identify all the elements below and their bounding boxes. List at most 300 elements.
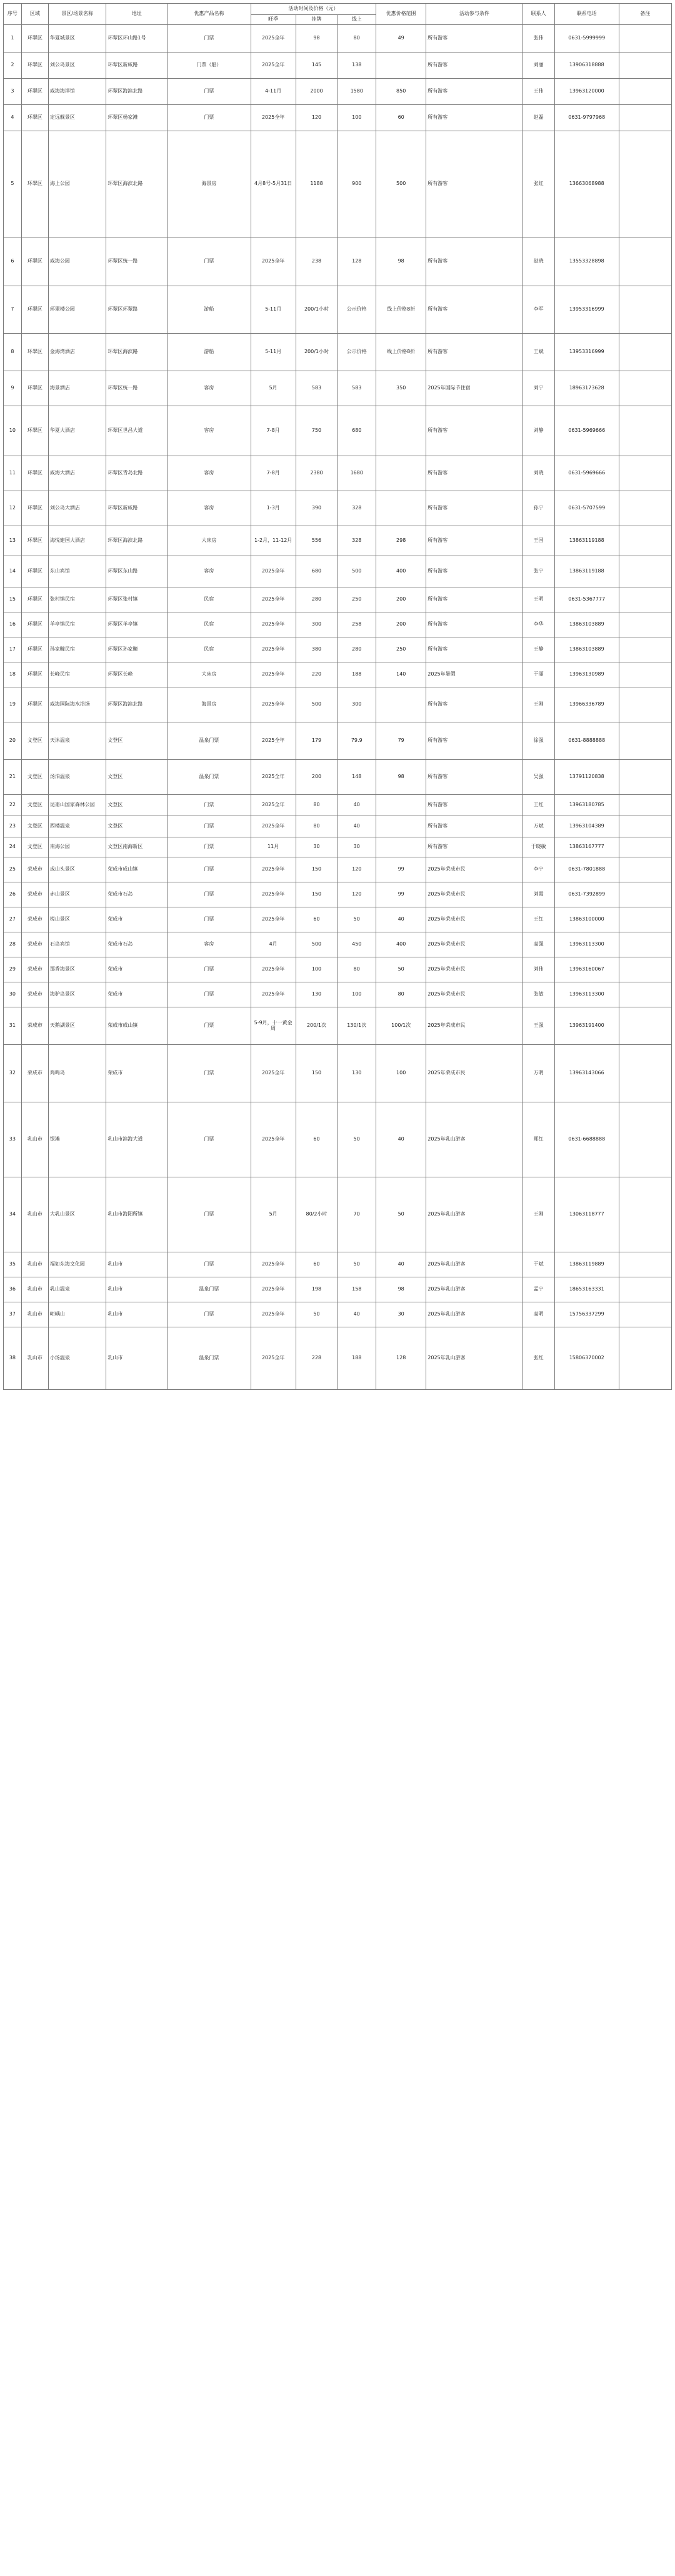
cell-discount-range: 线上价格8折 <box>376 286 426 334</box>
cell-remark <box>619 237 671 286</box>
cell-address: 荣成市 <box>106 957 168 982</box>
cell-area: 环翠区 <box>21 612 48 637</box>
cell-discount-range: 400 <box>376 932 426 957</box>
cell-area: 环翠区 <box>21 79 48 105</box>
cell-list-price: 145 <box>296 52 338 79</box>
cell-list-price: 60 <box>296 907 338 932</box>
table-row <box>4 722 672 760</box>
cell-seq: 25 <box>4 857 22 882</box>
cell-list-price: 150 <box>296 882 338 907</box>
cell-phone: 13953316999 <box>554 286 619 334</box>
table-row <box>4 760 672 795</box>
cell-contact: 赵晓 <box>522 237 554 286</box>
cell-contact: 王国 <box>522 526 554 556</box>
cell-remark <box>619 371 671 406</box>
cell-name: 东山宾馆 <box>48 556 106 587</box>
cell-online-price: 138 <box>338 52 376 79</box>
cell-area: 荣成市 <box>21 907 48 932</box>
cell-discount-range <box>376 406 426 456</box>
table-row <box>4 1102 672 1177</box>
cell-product: 客房 <box>168 491 251 526</box>
cell-product: 门票 <box>168 1007 251 1045</box>
cell-product: 客房 <box>168 456 251 491</box>
cell-name: 海上公园 <box>48 131 106 237</box>
cell-address: 环翠区海滨北路 <box>106 687 168 722</box>
cell-product: 客房 <box>168 406 251 456</box>
cell-discount-range <box>376 52 426 79</box>
cell-product: 大床房 <box>168 662 251 687</box>
header-online-price: 线上 <box>338 15 376 25</box>
cell-name: 天鹅湖景区 <box>48 1007 106 1045</box>
table-row <box>4 637 672 662</box>
cell-list-price: 380 <box>296 637 338 662</box>
table-row <box>4 406 672 456</box>
table-row <box>4 857 672 882</box>
cell-online-price: 128 <box>338 237 376 286</box>
cell-season: 5月 <box>251 1177 296 1252</box>
cell-season: 4-11月 <box>251 79 296 105</box>
cell-remark <box>619 907 671 932</box>
cell-online-price: 900 <box>338 131 376 237</box>
cell-product: 门票 <box>168 816 251 837</box>
cell-address: 环翠区新威路 <box>106 52 168 79</box>
cell-list-price: 130 <box>296 982 338 1007</box>
cell-online-price: 40 <box>338 816 376 837</box>
cell-phone: 0631-7392899 <box>554 882 619 907</box>
cell-discount-range: 98 <box>376 760 426 795</box>
cell-season: 7-8月 <box>251 456 296 491</box>
cell-area: 环翠区 <box>21 637 48 662</box>
cell-seq: 5 <box>4 131 22 237</box>
cell-phone: 0631-5969666 <box>554 456 619 491</box>
cell-remark <box>619 1177 671 1252</box>
cell-discount-range: 100/1次 <box>376 1007 426 1045</box>
cell-area: 文登区 <box>21 816 48 837</box>
cell-product: 门票 <box>168 1045 251 1102</box>
cell-seq: 1 <box>4 25 22 52</box>
cell-seq: 22 <box>4 795 22 816</box>
cell-online-price: 130 <box>338 1045 376 1102</box>
cell-contact: 刘静 <box>522 406 554 456</box>
cell-remark <box>619 1252 671 1277</box>
cell-contact: 王静 <box>522 637 554 662</box>
cell-area: 环翠区 <box>21 587 48 612</box>
cell-name: 那香海景区 <box>48 957 106 982</box>
cell-product: 游船 <box>168 334 251 371</box>
cell-remark <box>619 406 671 456</box>
cell-season: 2025全年 <box>251 105 296 131</box>
cell-address: 环翠区杨家滩 <box>106 105 168 131</box>
cell-area: 乳山市 <box>21 1327 48 1390</box>
cell-product: 门票 <box>168 907 251 932</box>
cell-discount-range <box>376 837 426 857</box>
cell-list-price: 200/1次 <box>296 1007 338 1045</box>
cell-remark <box>619 556 671 587</box>
cell-name: 刘公岛景区 <box>48 52 106 79</box>
cell-rule: 2025年乳山游客 <box>426 1177 522 1252</box>
table-row <box>4 907 672 932</box>
cell-list-price: 198 <box>296 1277 338 1302</box>
cell-rule: 所有游客 <box>426 131 522 237</box>
cell-contact: 李宁 <box>522 857 554 882</box>
cell-rule: 所有游客 <box>426 556 522 587</box>
table-row <box>4 79 672 105</box>
cell-rule: 所有游客 <box>426 637 522 662</box>
cell-discount-range: 400 <box>376 556 426 587</box>
cell-contact: 王刚 <box>522 1177 554 1252</box>
cell-address: 环翠区世昌大道 <box>106 406 168 456</box>
cell-online-price: 680 <box>338 406 376 456</box>
cell-contact: 李华 <box>522 612 554 637</box>
cell-seq: 18 <box>4 662 22 687</box>
cell-area: 环翠区 <box>21 334 48 371</box>
cell-contact: 于丽 <box>522 662 554 687</box>
cell-name: 鸡鸣岛 <box>48 1045 106 1102</box>
cell-contact: 王明 <box>522 587 554 612</box>
cell-product: 游船 <box>168 286 251 334</box>
cell-address: 环翠区孙家疃 <box>106 637 168 662</box>
cell-seq: 29 <box>4 957 22 982</box>
header-list-price: 挂牌 <box>296 15 338 25</box>
cell-address: 荣成市成山镇 <box>106 1007 168 1045</box>
cell-phone: 0631-5367777 <box>554 587 619 612</box>
cell-online-price: 328 <box>338 491 376 526</box>
table-row <box>4 526 672 556</box>
cell-discount-range <box>376 816 426 837</box>
table-row <box>4 334 672 371</box>
cell-name: 大乳山景区 <box>48 1177 106 1252</box>
cell-discount-range: 40 <box>376 1102 426 1177</box>
cell-product: 门票 <box>168 237 251 286</box>
cell-phone: 13791120838 <box>554 760 619 795</box>
cell-address: 环翠区统一路 <box>106 371 168 406</box>
cell-discount-range: 500 <box>376 131 426 237</box>
cell-list-price: 179 <box>296 722 338 760</box>
header-season: 旺季 <box>251 15 296 25</box>
cell-list-price: 80/2小时 <box>296 1177 338 1252</box>
cell-phone: 18963173628 <box>554 371 619 406</box>
cell-remark <box>619 722 671 760</box>
table-row <box>4 587 672 612</box>
cell-season: 2025全年 <box>251 687 296 722</box>
cell-discount-range: 40 <box>376 1252 426 1277</box>
cell-online-price: 公示价格 <box>338 286 376 334</box>
cell-rule: 所有游客 <box>426 687 522 722</box>
cell-online-price: 120 <box>338 857 376 882</box>
header-phone: 联系电话 <box>554 4 619 25</box>
cell-list-price: 220 <box>296 662 338 687</box>
cell-rule: 2025年乳山游客 <box>426 1102 522 1177</box>
cell-rule: 所有游客 <box>426 722 522 760</box>
table-row <box>4 795 672 816</box>
cell-address: 环翠区张村镇 <box>106 587 168 612</box>
table-row <box>4 456 672 491</box>
cell-seq: 14 <box>4 556 22 587</box>
cell-name: 定远舰景区 <box>48 105 106 131</box>
cell-seq: 30 <box>4 982 22 1007</box>
cell-season: 2025全年 <box>251 52 296 79</box>
cell-phone: 15806370002 <box>554 1327 619 1390</box>
cell-area: 文登区 <box>21 837 48 857</box>
cell-online-price: 30 <box>338 837 376 857</box>
cell-seq: 21 <box>4 760 22 795</box>
cell-seq: 9 <box>4 371 22 406</box>
table-row <box>4 371 672 406</box>
cell-season: 11月 <box>251 837 296 857</box>
table-row <box>4 286 672 334</box>
table-row <box>4 932 672 957</box>
cell-remark <box>619 526 671 556</box>
cell-phone: 0631-9797968 <box>554 105 619 131</box>
cell-remark <box>619 816 671 837</box>
cell-remark <box>619 587 671 612</box>
cell-remark <box>619 1007 671 1045</box>
cell-product: 门票 <box>168 957 251 982</box>
cell-contact: 刘宁 <box>522 371 554 406</box>
cell-phone: 0631-8888888 <box>554 722 619 760</box>
cell-address: 环翠区海滨北路 <box>106 526 168 556</box>
cell-address: 环翠区环翠路 <box>106 286 168 334</box>
cell-name: 威海海洋馆 <box>48 79 106 105</box>
table-row <box>4 1327 672 1390</box>
cell-remark <box>619 25 671 52</box>
cell-name: 威海公园 <box>48 237 106 286</box>
cell-address: 荣成市石岛 <box>106 882 168 907</box>
cell-phone: 13963120000 <box>554 79 619 105</box>
cell-season: 5-11月 <box>251 286 296 334</box>
cell-seq: 2 <box>4 52 22 79</box>
header-seq: 序号 <box>4 4 22 25</box>
cell-phone: 0631-5969666 <box>554 406 619 456</box>
cell-area: 荣成市 <box>21 982 48 1007</box>
cell-name: 南海公园 <box>48 837 106 857</box>
table-row <box>4 662 672 687</box>
cell-remark <box>619 857 671 882</box>
cell-seq: 26 <box>4 882 22 907</box>
cell-online-price: 1680 <box>338 456 376 491</box>
cell-online-price: 130/1次 <box>338 1007 376 1045</box>
cell-area: 荣成市 <box>21 957 48 982</box>
cell-online-price: 100 <box>338 982 376 1007</box>
cell-name: 海驴岛景区 <box>48 982 106 1007</box>
cell-seq: 36 <box>4 1277 22 1302</box>
table-row <box>4 1045 672 1102</box>
cell-discount-range: 128 <box>376 1327 426 1390</box>
cell-product: 温泉门票 <box>168 760 251 795</box>
cell-contact: 于斌 <box>522 1252 554 1277</box>
cell-list-price: 100 <box>296 957 338 982</box>
cell-area: 环翠区 <box>21 491 48 526</box>
cell-list-price: 500 <box>296 687 338 722</box>
cell-product: 客房 <box>168 556 251 587</box>
cell-phone: 13906318888 <box>554 52 619 79</box>
cell-product: 民宿 <box>168 637 251 662</box>
cell-name: 天沐温泉 <box>48 722 106 760</box>
cell-contact: 张伟 <box>522 25 554 52</box>
cell-remark <box>619 687 671 722</box>
header-period-group: 活动时间及价格（元） <box>251 4 376 15</box>
cell-season: 1-2月，11-12月 <box>251 526 296 556</box>
cell-rule: 所有游客 <box>426 491 522 526</box>
cell-discount-range: 250 <box>376 637 426 662</box>
cell-product: 大床房 <box>168 526 251 556</box>
cell-area: 环翠区 <box>21 662 48 687</box>
cell-discount-range: 99 <box>376 857 426 882</box>
cell-contact: 刘丽 <box>522 52 554 79</box>
cell-discount-range: 200 <box>376 587 426 612</box>
cell-season: 2025全年 <box>251 982 296 1007</box>
cell-discount-range: 79 <box>376 722 426 760</box>
cell-product: 门票（船） <box>168 52 251 79</box>
cell-contact: 王伟 <box>522 79 554 105</box>
cell-seq: 6 <box>4 237 22 286</box>
cell-name: 成山头景区 <box>48 857 106 882</box>
cell-list-price: 60 <box>296 1252 338 1277</box>
cell-area: 环翠区 <box>21 456 48 491</box>
cell-season: 2025全年 <box>251 760 296 795</box>
cell-season: 2025全年 <box>251 907 296 932</box>
cell-discount-range: 40 <box>376 907 426 932</box>
header-contact: 联系人 <box>522 4 554 25</box>
cell-remark <box>619 1327 671 1390</box>
cell-name: 乳山温泉 <box>48 1277 106 1302</box>
cell-online-price: 148 <box>338 760 376 795</box>
cell-area: 荣成市 <box>21 1045 48 1102</box>
cell-seq: 34 <box>4 1177 22 1252</box>
cell-address: 环翠区青岛北路 <box>106 456 168 491</box>
cell-rule: 所有游客 <box>426 456 522 491</box>
cell-name: 刘公岛大酒店 <box>48 491 106 526</box>
table-row <box>4 25 672 52</box>
cell-address: 荣成市 <box>106 1045 168 1102</box>
cell-rule: 2025年荣成市民 <box>426 982 522 1007</box>
cell-remark <box>619 837 671 857</box>
cell-season: 2025全年 <box>251 637 296 662</box>
cell-discount-range: 298 <box>376 526 426 556</box>
cell-name: 海悦建国大酒店 <box>48 526 106 556</box>
cell-area: 乳山市 <box>21 1252 48 1277</box>
cell-area: 荣成市 <box>21 932 48 957</box>
table-row <box>4 491 672 526</box>
cell-discount-range: 50 <box>376 1177 426 1252</box>
table-row <box>4 612 672 637</box>
cell-area: 乳山市 <box>21 1102 48 1177</box>
cell-address: 环翠区海滨路 <box>106 334 168 371</box>
cell-seq: 38 <box>4 1327 22 1390</box>
cell-season: 2025全年 <box>251 722 296 760</box>
cell-product: 门票 <box>168 105 251 131</box>
cell-contact: 王刚 <box>522 687 554 722</box>
table-row <box>4 837 672 857</box>
cell-discount-range: 98 <box>376 1277 426 1302</box>
cell-rule: 2025年荣成市民 <box>426 857 522 882</box>
cell-address: 环翠区东山路 <box>106 556 168 587</box>
cell-rule: 所有游客 <box>426 587 522 612</box>
cell-remark <box>619 760 671 795</box>
cell-list-price: 556 <box>296 526 338 556</box>
cell-contact: 孟宁 <box>522 1277 554 1302</box>
cell-list-price: 2380 <box>296 456 338 491</box>
cell-name: 长峰民宿 <box>48 662 106 687</box>
cell-season: 2025全年 <box>251 237 296 286</box>
cell-remark <box>619 1277 671 1302</box>
cell-phone: 13963130989 <box>554 662 619 687</box>
cell-seq: 27 <box>4 907 22 932</box>
cell-contact: 王强 <box>522 1007 554 1045</box>
cell-online-price: 583 <box>338 371 376 406</box>
cell-online-price: 120 <box>338 882 376 907</box>
cell-list-price: 200/1小时 <box>296 334 338 371</box>
cell-discount-range <box>376 456 426 491</box>
cell-remark <box>619 105 671 131</box>
cell-discount-range <box>376 795 426 816</box>
cell-season: 2025全年 <box>251 556 296 587</box>
cell-contact: 高明 <box>522 1302 554 1327</box>
cell-phone: 0631-7801888 <box>554 857 619 882</box>
cell-name: 孙家疃民宿 <box>48 637 106 662</box>
cell-address: 乳山市海阳所镇 <box>106 1177 168 1252</box>
cell-area: 环翠区 <box>21 286 48 334</box>
cell-contact: 万明 <box>522 1045 554 1102</box>
cell-name: 威海大酒店 <box>48 456 106 491</box>
cell-area: 文登区 <box>21 760 48 795</box>
cell-rule: 所有游客 <box>426 795 522 816</box>
cell-discount-range: 50 <box>376 957 426 982</box>
cell-name: 华夏大酒店 <box>48 406 106 456</box>
cell-area: 环翠区 <box>21 25 48 52</box>
cell-seq: 20 <box>4 722 22 760</box>
cell-season: 1-3月 <box>251 491 296 526</box>
cell-seq: 16 <box>4 612 22 637</box>
cell-season: 2025全年 <box>251 1277 296 1302</box>
header-discount-range: 优惠价格范围 <box>376 4 426 25</box>
cell-list-price: 1188 <box>296 131 338 237</box>
cell-online-price: 公示价格 <box>338 334 376 371</box>
cell-contact: 徐强 <box>522 722 554 760</box>
cell-seq: 12 <box>4 491 22 526</box>
cell-season: 2025全年 <box>251 1327 296 1390</box>
cell-season: 2025全年 <box>251 882 296 907</box>
cell-phone: 15756337299 <box>554 1302 619 1327</box>
cell-remark <box>619 286 671 334</box>
cell-remark <box>619 932 671 957</box>
cell-discount-range: 99 <box>376 882 426 907</box>
cell-product: 民宿 <box>168 587 251 612</box>
cell-remark <box>619 52 671 79</box>
cell-area: 环翠区 <box>21 556 48 587</box>
header-area: 区域 <box>21 4 48 25</box>
cell-remark <box>619 957 671 982</box>
cell-product: 门票 <box>168 795 251 816</box>
cell-phone: 13963191400 <box>554 1007 619 1045</box>
cell-list-price: 680 <box>296 556 338 587</box>
cell-list-price: 300 <box>296 612 338 637</box>
cell-season: 4月 <box>251 932 296 957</box>
cell-online-price: 70 <box>338 1177 376 1252</box>
cell-online-price: 500 <box>338 556 376 587</box>
cell-remark <box>619 79 671 105</box>
cell-phone: 13953316999 <box>554 334 619 371</box>
cell-list-price: 150 <box>296 1045 338 1102</box>
table-row <box>4 1007 672 1045</box>
cell-seq: 11 <box>4 456 22 491</box>
cell-name: 张村镇民宿 <box>48 587 106 612</box>
cell-address: 环翠区环山路1号 <box>106 25 168 52</box>
cell-season: 2025全年 <box>251 587 296 612</box>
cell-name: 小汤温泉 <box>48 1327 106 1390</box>
table-row <box>4 1177 672 1252</box>
cell-seq: 17 <box>4 637 22 662</box>
